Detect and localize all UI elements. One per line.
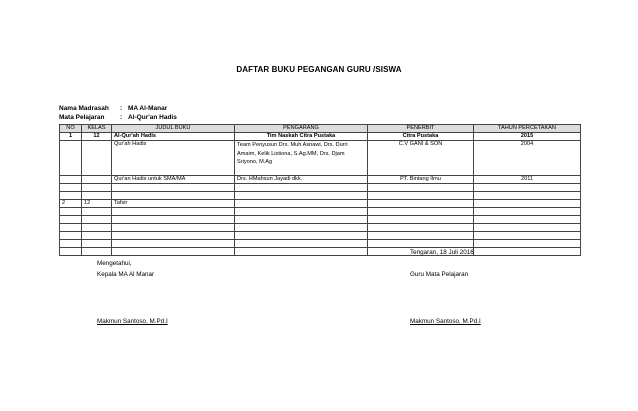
madrasah-label: Nama Madrasah — [59, 105, 109, 112]
header-pengarang: PENGARANG — [235, 125, 368, 133]
table-row — [60, 133, 581, 141]
cell-no — [60, 176, 82, 184]
cell-no: 2 — [60, 200, 82, 208]
header-no: NO — [60, 125, 82, 133]
signature-name-right: Makmun Santoso, M.Pd.I — [410, 318, 481, 325]
table-row-empty — [60, 232, 581, 240]
cell-kelas — [82, 176, 112, 184]
mapel-line — [59, 114, 177, 121]
mapel-value: Al-Qur'an Hadis — [128, 114, 177, 121]
cell-kelas: 12 — [82, 200, 112, 208]
madrasah-sep: : — [120, 105, 123, 112]
cell-judul: Qur'ah Hadis — [112, 141, 235, 176]
cell-no: 1 — [60, 133, 82, 141]
cell-judul: Tafsir — [112, 200, 235, 208]
table-row-empty — [60, 192, 581, 200]
madrasah-value: MA Al-Manar — [128, 105, 168, 112]
table-row-empty — [60, 224, 581, 232]
cell-tahun: 2015 — [474, 133, 581, 141]
table-row-empty — [60, 248, 581, 256]
cell-pengarang: Team Penyusun Drs. Muh Asnawi, Drs. Durri Amaim, Kelik Listiona, S.Ag.MM, Drs. Djam Sriyono, M.Ag — [235, 141, 368, 176]
table-row-empty — [60, 208, 581, 216]
book-table — [59, 124, 581, 256]
header-tahun: TAHUN PERCETAKAN — [474, 125, 581, 133]
cell-pengarang: Tim Naskah Citra Pustaka — [235, 133, 368, 141]
table-row — [60, 200, 581, 208]
table-row-empty — [60, 240, 581, 248]
table-row — [60, 176, 581, 184]
table-row-empty — [60, 184, 581, 192]
cell-judul: Qur'an Hadis untuk SMA/MA — [112, 176, 235, 184]
cell-judul: Al-Qur'ah Hadis — [112, 133, 235, 141]
header-penerbit: PENERBIT — [368, 125, 474, 133]
cell-kelas — [82, 141, 112, 176]
guru-title: Guru Mata Pelajaran — [410, 271, 469, 278]
cell-pengarang: Drs. HMahsun Jayadi dkk. — [235, 176, 368, 184]
cell-tahun: 2011 — [474, 176, 581, 184]
table-header-row — [60, 125, 581, 133]
cell-tahun: 2004 — [474, 141, 581, 176]
cell-kelas: 12 — [82, 133, 112, 141]
madrasah-line — [59, 105, 167, 112]
header-kelas: KELAS — [82, 125, 112, 133]
signature-date: Tengaran, 18 Juli 2016 — [410, 249, 474, 256]
mengetahui-text: Mengetahui, — [97, 260, 132, 267]
cell-penerbit: Citra Pustaka — [368, 133, 474, 141]
cell-no — [60, 141, 82, 176]
table-row — [60, 141, 581, 176]
header-judul: JUDUL BUKU — [112, 125, 235, 133]
table-row-empty — [60, 216, 581, 224]
kepala-title: Kepala MA Al Manar — [97, 271, 155, 278]
cell-penerbit: PT. Bintang Ilmu — [368, 176, 474, 184]
cell-penerbit: C.V GANI & SON — [368, 141, 474, 176]
signature-name-left: Makmun Santoso, M.Pd.I — [97, 318, 168, 325]
document-title: DAFTAR BUKU PEGANGAN GURU /SISWA — [236, 65, 402, 74]
mapel-label: Mata Pelajaran — [59, 114, 105, 121]
mapel-sep: : — [120, 114, 123, 121]
